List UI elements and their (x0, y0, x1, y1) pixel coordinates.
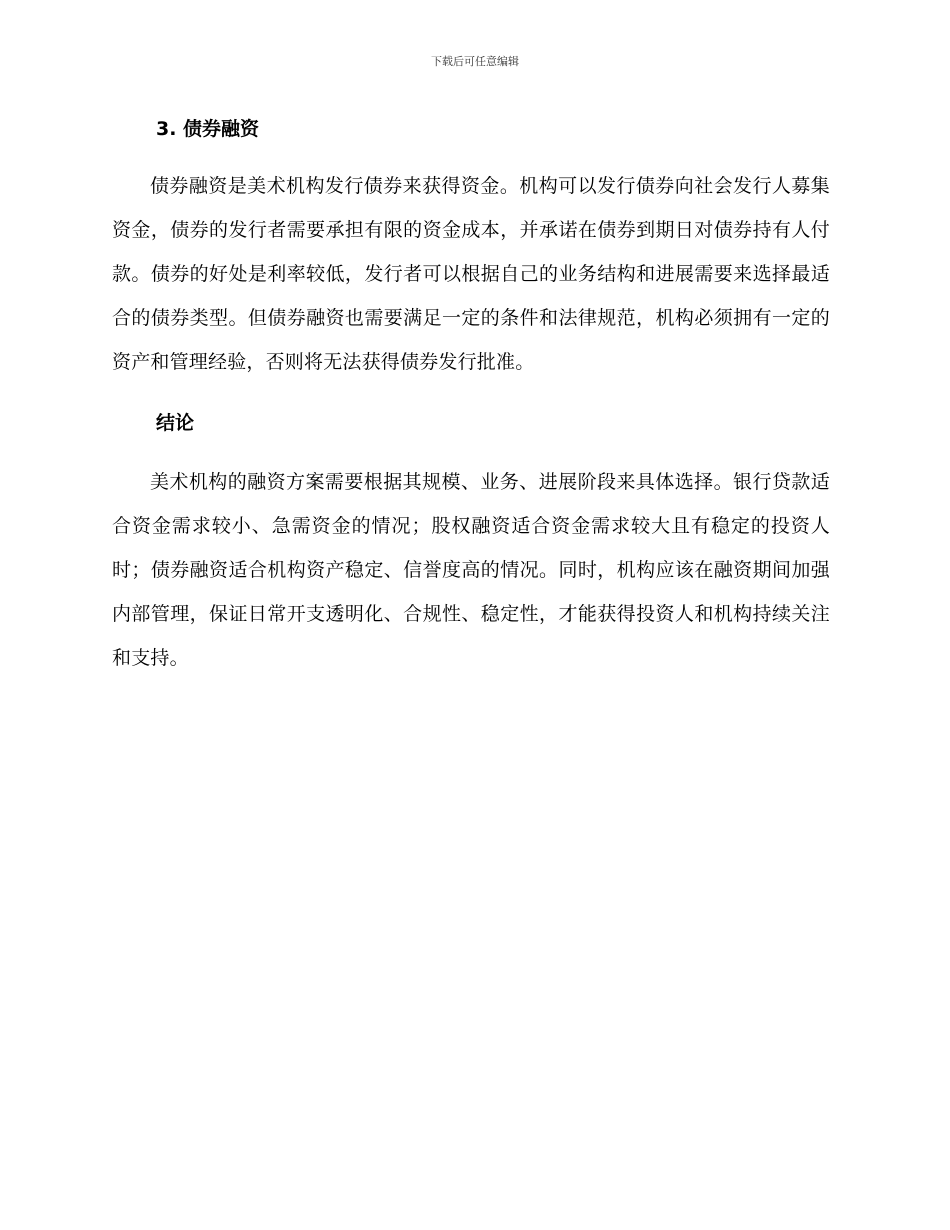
section-heading-conclusion: 结论 (156, 412, 195, 434)
section-heading-bond-financing: 3. 债券融资 (156, 118, 260, 140)
paragraph-bond-financing: 债券融资是美术机构发行债券来获得资金。机构可以发行债券向社会发行人募集资金，债券的发行者需要承担有限的资金成本，并承诺在债券到期日对债券持有人付款。债券的好处是利率较低，发行者可以根据自己的业务结构和进展需要来选择最适合的债券类型。但债券融资也需要满足一定的条件和法律规范，机构必须拥有一定的资产和管理经验，否则将无法获得债券发行批准。 (112, 175, 830, 373)
page-header-note: 下载后可任意编辑 (431, 55, 519, 68)
paragraph-conclusion: 美术机构的融资方案需要根据其规模、业务、进展阶段来具体选择。银行贷款适合资金需求较小、急需资金的情况；股权融资适合资金需求较大且有稳定的投资人时；债券融资适合机构资产稳定、信誉度高的情况。同时，机构应该在融资期间加强内部管理，保证日常开支透明化、合规性、稳定性，才能获得投资人和机构持续关注和支持。 (112, 471, 830, 669)
document-body (112, 112, 830, 680)
